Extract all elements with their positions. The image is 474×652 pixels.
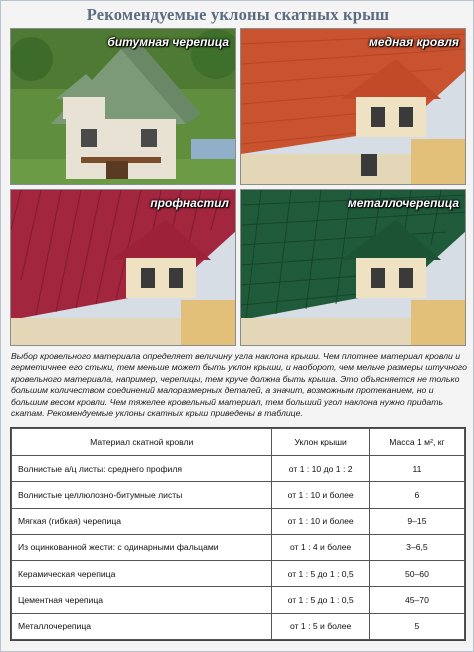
photo-label: битумная черепица [107,35,229,49]
table-row [12,613,465,639]
cell-mass: 6 [369,482,464,508]
cell-slope: от 1 : 10 и более [272,508,369,534]
header-material: Материал скатной кровли [12,429,272,456]
header-slope: Уклон крыши [272,429,369,456]
cell-slope: от 1 : 5 до 1 : 0,5 [272,561,369,587]
table-row [12,482,465,508]
cell-mass: 5 [369,613,464,639]
photo-label: медная кровля [369,35,459,49]
photo-profiled-sheet [10,189,236,346]
roof-slope-table [10,427,466,641]
page-title: Рекомендуемые уклоны скатных крыш [86,5,390,24]
table-row [12,587,465,613]
table-header-row [12,429,465,456]
description-paragraph: Выбор кровельного материала определяет величину угла наклона крыши. Чем плотнее материал кровли и герметичнее его стыки, тем меньше может быть уклон крыши, и наоборот, чем мельче размеры штучного кровельного материала, например, черепицы, тем круче должна быть крыша. Это объясняется не только большим количеством соединений малоразмерных деталей, а значит, возможным протеканием, но и большим весом кровли. Чем тяжелее кровельный материал, тем больший угол наклона нужно придать скатам. Рекомендуемые уклоны скатных крыш приведены в таблице. [11,351,467,419]
cell-material: Из оцинкованной жести: с одинарными фальцами [12,534,272,560]
cell-slope: от 1 : 10 до 1 : 2 [272,456,369,482]
cell-slope: от 1 : 4 и более [272,534,369,560]
table [11,428,465,640]
cell-mass: 11 [369,456,464,482]
cell-mass: 45–70 [369,587,464,613]
cell-mass: 50–60 [369,561,464,587]
photo-metal-tile [240,189,466,346]
cell-mass: 3–6,5 [369,534,464,560]
cell-material: Мягкая (гибкая) черепица [12,508,272,534]
cell-mass: 9–15 [369,508,464,534]
table-row [12,456,465,482]
photo-grid [10,28,466,345]
bitumen-shingle-roof-house-image [11,29,236,185]
photo-label: металлочерепица [347,196,459,210]
cell-slope: от 1 : 5 и более [272,613,369,639]
cell-material: Цементная черепица [12,587,272,613]
cell-material: Металлочерепица [12,613,272,639]
photo-label: профнастил [150,196,229,210]
photo-copper-roof [240,28,466,185]
table-row [12,561,465,587]
cell-material: Керамическая черепица [12,561,272,587]
copper-roof-house-image [241,29,466,185]
table-row [12,534,465,560]
cell-slope: от 1 : 5 до 1 : 0,5 [272,587,369,613]
cell-slope: от 1 : 10 и более [272,482,369,508]
metal-tile-roof-house-image [241,190,466,346]
cell-material: Волнистые целлюлозно-битумные листы [12,482,272,508]
profiled-sheet-roof-house-image [11,190,236,346]
photo-bitumen-shingle [10,28,236,185]
cell-material: Волнистые а/ц листы: среднего профиля [12,456,272,482]
table-row [12,508,465,534]
header-mass: Масса 1 м², кг [369,429,464,456]
